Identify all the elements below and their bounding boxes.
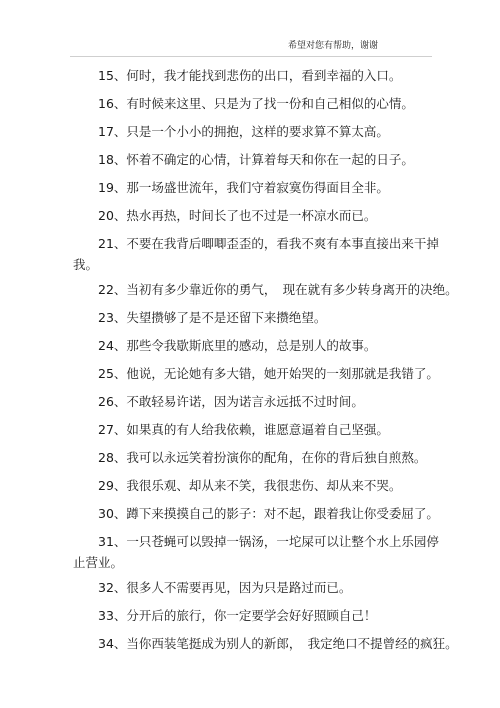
list-item: 20、热水再热，时间长了也不过是一杯凉水而已。 — [98, 208, 377, 223]
list-item: 22、当初有多少靠近你的勇气， 现在就有多少转身离开的决绝。 — [98, 282, 458, 297]
header-divider — [70, 56, 432, 57]
list-item: 23、失望攒够了是不是还留下来攒绝望。 — [98, 310, 327, 325]
list-item: 15、何时，我才能找到悲伤的出口，看到幸福的入口。 — [98, 68, 402, 83]
list-item: 33、分开后的旅行，你一定要学会好好照顾自己！ — [98, 608, 377, 623]
list-item-continuation: 止营业。 — [73, 555, 124, 570]
header-note: 希望对您有帮助，谢谢 — [287, 41, 378, 51]
list-item: 29、我很乐观、却从来不笑，我很悲伤、却从来不哭。 — [98, 478, 402, 493]
list-item: 19、那一场盛世流年，我们守着寂寞伤得面目全非。 — [98, 180, 389, 195]
list-item: 28、我可以永远笑着扮演你的配角，在你的背后独自煎熬。 — [98, 450, 427, 465]
list-item: 24、那些令我歇斯底里的感动，总是别人的故事。 — [98, 338, 377, 353]
list-item: 30、蹲下来摸摸自己的影子：对不起，跟着我让你受委屈了。 — [98, 506, 439, 521]
list-item: 34、当你西装笔挺成为别人的新郎， 我定绝口不提曾经的疯狂。 — [98, 636, 458, 651]
list-item: 31、一只苍蝇可以毁掉一锅汤，一坨屎可以让整个水上乐园停 — [98, 534, 439, 549]
list-item: 25、他说，无论她有多大错，她开始哭的一刻那就是我错了。 — [98, 366, 439, 381]
list-item: 18、怀着不确定的心情，计算着每天和你在一起的日子。 — [98, 152, 414, 167]
list-item: 21、不要在我背后唧唧歪歪的，看我不爽有本事直接出来干掉 — [98, 236, 439, 251]
list-item: 32、很多人不需要再见，因为只是路过而已。 — [98, 580, 352, 595]
list-item: 16、有时候来这里、只是为了找一份和自己相似的心情。 — [98, 96, 414, 111]
list-item-continuation: 我。 — [73, 257, 99, 272]
list-item: 17、只是一个小小的拥抱，这样的要求算不算太高。 — [98, 124, 389, 139]
list-item: 27、如果真的有人给我依赖，谁愿意逼着自己坚强。 — [98, 422, 389, 437]
list-item: 26、不敢轻易许诺，因为诺言永远抵不过时间。 — [98, 394, 364, 409]
